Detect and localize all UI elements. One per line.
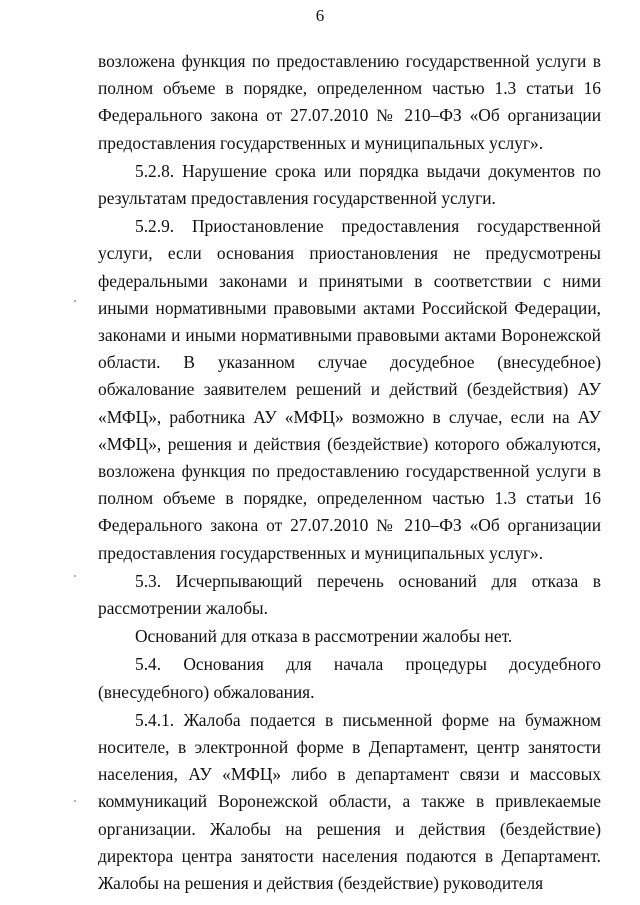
paragraph-5-4-1: 5.4.1. Жалоба подается в письменной форме на бумажном носителе, в электронной форме в Департамент, центр занятости населения, АУ «МФЦ» либо в департамент связи и массовых коммуникаций Воронежской области, а также в привлекаемые организации. Жалобы на решения и действия (бездействие) директора центра занятости населения подаются в Департамент. Жалобы на решения и действия (бездействие) руководителя — [98, 709, 601, 894]
page-number: 6 — [315, 6, 325, 25]
scan-margin-mark — [74, 300, 76, 302]
scan-margin-mark — [74, 800, 76, 802]
paragraph-no-grounds: Оснований для отказа в рассмотрении жалобы нет. — [135, 626, 513, 647]
scan-margin-mark — [74, 575, 76, 577]
paragraph-5-2-8: 5.2.8. Нарушение срока или порядка выдачи документов по результатам предоставления государственной услуги. — [98, 160, 601, 209]
document-body — [98, 48, 601, 897]
paragraph-5-2-9: 5.2.9. Приостановление предоставления государственной услуги, если основания приостановления не предусмотрены федеральными законами и принятыми в соответствии с ними иными нормативными правовыми актами Российской Федерации, законами и иными нормативными правовыми актами Воронежской области. В указанном случае досудебное (внесудебное) обжалование заявителем решений и действий (бездействия) АУ «МФЦ», работника АУ «МФЦ» возможно в случае, если на АУ «МФЦ», решения и действия (бездействие) которого обжалуются, возложена функция по предоставлению государственной услуги в полном объеме в порядке, определенном частью 1.3 статьи 16 Федерального закона от 27.07.2010 № 210–ФЗ «Об организации предоставления государственных и муниципальных услуг». — [98, 216, 601, 563]
paragraph-5-4: 5.4. Основания для начала процедуры досудебного (внесудебного) обжалования. — [98, 654, 601, 702]
paragraph-continuation: возложена функция по предоставлению государственной услуги в полном объеме в порядке, определенном частью 1.3 статьи 16 Федерального закона от 27.07.2010 № 210–ФЗ «Об организации предоставления государственных и муниципальных услуг». — [98, 51, 601, 153]
paragraph-5-3: 5.3. Исчерпывающий перечень оснований для отказа в рассмотрении жалобы. — [98, 570, 601, 619]
